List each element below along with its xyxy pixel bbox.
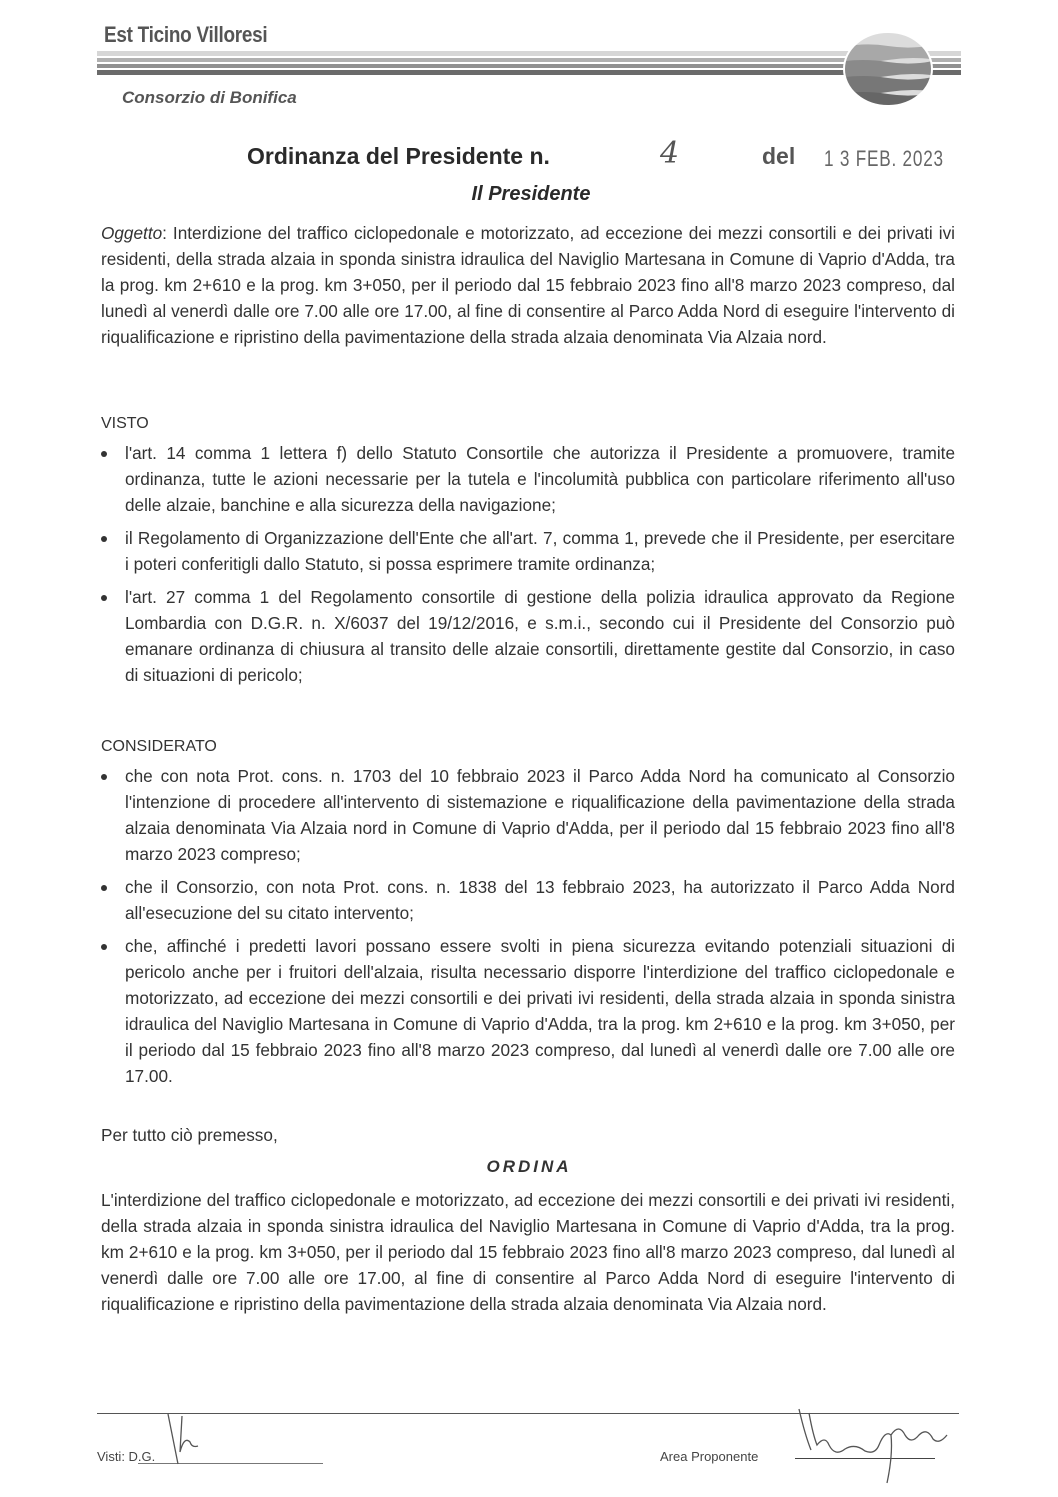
list-item-text: che il Consorzio, con nota Prot. cons. n. 1838 del 13 febbraio 2023, ha autorizzato il Parco Adda Nord all'esecuzione del su citato intervento; bbox=[125, 877, 955, 923]
date-label: del bbox=[762, 143, 796, 169]
list-item-text: che, affinché i predetti lavori possano essere svolti in piena sicurezza evitando potenziali situazioni di pericolo anche per i fruitori dell'alzaia, risulta necessario disporre l'interdizione del traffico ciclopedonale e motorizzato, ad eccezione dei mezzi consortili e dei privati ivi residenti, della strada alzaia in sponda sinistra idraulica del Naviglio Martesana in Comune di Vaprio d'Adda, tra la prog. km 2+610 e la prog. km 3+050, per il periodo dal 15 febbraio 2023 fino all'8 marzo 2023 compreso, dal lunedì al venerdì dalle ore 7.00 alle ore 17.00. bbox=[125, 936, 955, 1086]
water-waves-globe-logo-icon bbox=[838, 30, 938, 108]
bullet-icon bbox=[101, 885, 107, 891]
list-item bbox=[101, 584, 955, 688]
area-proponente-signature-icon bbox=[795, 1405, 975, 1485]
bullet-icon bbox=[101, 451, 107, 457]
subject-text: : Interdizione del traffico ciclopedonale e motorizzato, ad eccezione dei mezzi consortili e dei privati ivi residenti, della strada alzaia in sponda sinistra idraulica del Naviglio Martesana in Comune di Vaprio d'Adda, tra la prog. km 2+610 e la prog. km 3+050, per il periodo dal 15 febbraio 2023 fino all'8 marzo 2023 compreso, dal lunedì al venerdì dalle ore 7.00 alle ore 17.00, al fine di consentire al Parco Adda Nord di eseguire l'intervento di riqualificazione e ripristino della pavimentazione della strada alzaia denominata Via Alzaia nord. bbox=[101, 223, 955, 347]
bullet-icon bbox=[101, 595, 107, 601]
ordinance-heading bbox=[0, 136, 1058, 176]
list-item-text: l'art. 14 comma 1 lettera f) dello Statuto Consortile che autorizza il Presidente a promuovere, tramite ordinanza, tutte le azioni necessarie per la tutela e l'incolumità pubblica con particolare riferimento all'uso delle alzaie, banchine e alla sicurezza della navigazione; bbox=[125, 443, 955, 515]
list-item bbox=[101, 763, 955, 867]
visto-list bbox=[101, 440, 955, 695]
considerato-heading: CONSIDERATO bbox=[101, 738, 217, 755]
visti-dg-label: Visti: D.G. bbox=[97, 1449, 156, 1464]
considerato-list bbox=[101, 763, 955, 1096]
dg-signature-icon bbox=[160, 1412, 230, 1467]
list-item bbox=[101, 525, 955, 577]
list-item-text: che con nota Prot. cons. n. 1703 del 10 febbraio 2023 il Parco Adda Nord ha comunicato al Consorzio l'intenzione di procedere all'intervento di sistemazione e riqualificazione della pavimentazione della strada alzaia denominata Via Alzaia nord in Comune di Vaprio d'Adda, per il periodo dal 15 febbraio 2023 fino all'8 marzo 2023 compreso; bbox=[125, 766, 955, 864]
ordina-paragraph: L'interdizione del traffico ciclopedonale e motorizzato, ad eccezione dei mezzi consortili e dei privati ivi residenti, della strada alzaia in sponda sinistra idraulica del Naviglio Martesana in Comune di Vaprio d'Adda, tra la prog. km 2+610 e la prog. km 3+050, per il periodo dal 15 febbraio 2023 fino all'8 marzo 2023 compreso, dal lunedì al venerdì dalle ore 7.00 alle ore 17.00, al fine di consentire al Parco Adda Nord di eseguire l'intervento di riqualificazione e ripristino della pavimentazione della strada alzaia denominata Via Alzaia nord. bbox=[101, 1190, 955, 1314]
list-item bbox=[101, 933, 955, 1089]
list-item-text: l'art. 27 comma 1 del Regolamento consortile di gestione della polizia idraulica approvato da Regione Lombardia con D.G.R. n. X/6037 del 19/12/2016, e s.m.i., secondo cui il Presidente del Consorzio può emanare ordinanza di chiusura al transito delle alzaie consortili, direttamente gestite dal Consorzio, in caso di situazioni di pericolo; bbox=[125, 587, 955, 685]
date-stamp: 1 3 FEB. 2023 bbox=[824, 146, 944, 171]
ordinance-title: Ordinanza del Presidente n. bbox=[247, 143, 550, 169]
ordina-heading: ORDINA bbox=[486, 1157, 572, 1176]
organization-name: Est Ticino Villoresi bbox=[104, 22, 268, 47]
area-proponente-label: Area Proponente bbox=[660, 1449, 759, 1464]
subject-paragraph bbox=[101, 220, 955, 350]
organization-subtitle: Consorzio di Bonifica bbox=[122, 88, 297, 107]
letterhead-stripes bbox=[97, 51, 961, 76]
list-item bbox=[101, 874, 955, 926]
order-number-handwritten: 4 bbox=[660, 136, 680, 171]
subject-label: Oggetto bbox=[101, 223, 163, 243]
bullet-icon bbox=[101, 536, 107, 542]
visto-heading: VISTO bbox=[101, 415, 149, 432]
premise-line: Per tutto ciò premesso, bbox=[101, 1125, 278, 1145]
president-subtitle: Il Presidente bbox=[471, 183, 591, 205]
bullet-icon bbox=[101, 774, 107, 780]
list-item bbox=[101, 440, 955, 518]
bullet-icon bbox=[101, 944, 107, 950]
list-item-text: il Regolamento di Organizzazione dell'Ente che all'art. 7, comma 1, prevede che il Presidente, per esercitare i poteri conferitigli dallo Statuto, si possa esprimere tramite ordinanza; bbox=[125, 528, 955, 574]
